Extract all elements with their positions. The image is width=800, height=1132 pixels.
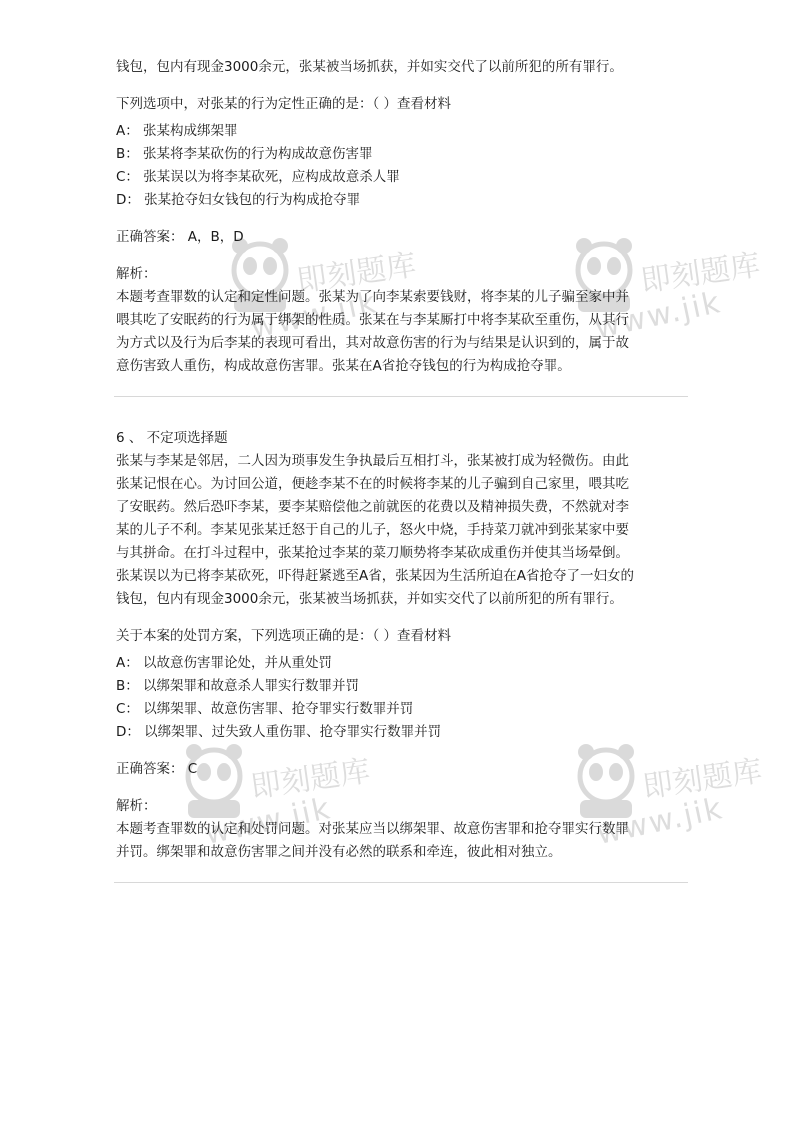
watermark: 即刻题库 www.jik	[182, 742, 442, 882]
option-d: D： 以绑架罪、过失致人重伤罪、抢夺罪实行数罪并罚	[116, 724, 442, 740]
option-c: C： 张某误以为将李某砍死，应构成故意杀人罪	[116, 169, 400, 185]
section-divider	[114, 396, 688, 397]
analysis-line: 本题考查罪数的认定和定性问题。张某为了向李某索要钱财，将李某的儿子骗至家中并	[116, 289, 629, 305]
watermark: 即刻题库 www.jik	[228, 236, 488, 376]
analysis-line: 喂其吃了安眠药的行为属于绑架的性质。张某在与李某厮打中将李某砍至重伤，从其行	[116, 312, 629, 328]
analysis-label: 解析：	[116, 798, 157, 814]
option-c: C： 以绑架罪、故意伤害罪、抢夺罪实行数罪并罚	[116, 701, 414, 717]
option-d: D： 张某抢夺妇女钱包的行为构成抢夺罪	[116, 192, 361, 208]
question-prompt: 下列选项中，对张某的行为定性正确的是：（ ）查看材料	[116, 96, 452, 112]
section-divider	[114, 882, 688, 883]
material-line: 张某记恨在心。为讨回公道，便趁李某不在的时候将李某的儿子骗到自己家里，喂其吃	[116, 476, 629, 492]
document-content	[116, 56, 688, 913]
material-line: 了安眠药。然后恐吓李某，要李某赔偿他之前就医的花费以及精神损失费，不然就对李	[116, 499, 629, 515]
question-prompt: 关于本案的处罚方案，下列选项正确的是：（ ）查看材料	[116, 628, 452, 644]
analysis-line: 为方式以及行为后李某的表现可看出，其对故意伤害的行为与结果是认识到的，属于故	[116, 335, 629, 351]
analysis-line: 并罚。绑架罪和故意伤害罪之间并没有必然的联系和牵连，彼此相对独立。	[116, 844, 562, 860]
analysis-line: 本题考查罪数的认定和处罚问题。对张某应当以绑架罪、故意伤害罪和抢夺罪实行数罪	[116, 821, 629, 837]
material-line: 钱包，包内有现金3000余元，张某被当场抓获，并如实交代了以前所犯的所有罪行。	[116, 591, 623, 607]
correct-answer: 正确答案： A，B，D	[116, 229, 244, 245]
material-line: 张某误以为已将李某砍死，吓得赶紧逃至A省，张某因为生活所迫在A省抢夺了一妇女的	[116, 568, 634, 584]
watermark: 即刻题库 www.jik	[574, 742, 800, 882]
option-b: B： 以绑架罪和故意杀人罪实行数罪并罚	[116, 678, 360, 694]
option-a: A： 张某构成绑架罪	[116, 123, 238, 139]
material-line: 张某与李某是邻居，二人因为琐事发生争执最后互相打斗，张某被打成为轻微伤。由此	[116, 453, 629, 469]
analysis-label: 解析：	[116, 266, 157, 282]
material-line: 与其拼命。在打斗过程中，张某抢过李某的菜刀顺势将李某砍成重伤并使其当场晕倒。	[116, 545, 629, 561]
option-b: B： 张某将李某砍伤的行为构成故意伤害罪	[116, 146, 373, 162]
question-title: 6 、 不定项选择题	[116, 430, 228, 446]
correct-answer: 正确答案： C	[116, 761, 198, 777]
option-a: A： 以故意伤害罪论处，并从重处罚	[116, 655, 333, 671]
watermark: 即刻题库 www.jik	[572, 236, 800, 376]
material-line: 某的儿子不利。李某见张某迁怒于自己的儿子，怒火中烧，手持菜刀就冲到张某家中要	[116, 522, 629, 538]
material-trailing-line: 钱包，包内有现金3000余元，张某被当场抓获，并如实交代了以前所犯的所有罪行。	[116, 59, 623, 75]
analysis-line: 意伤害致人重伤，构成故意伤害罪。张某在A省抢夺钱包的行为构成抢夺罪。	[116, 358, 571, 374]
